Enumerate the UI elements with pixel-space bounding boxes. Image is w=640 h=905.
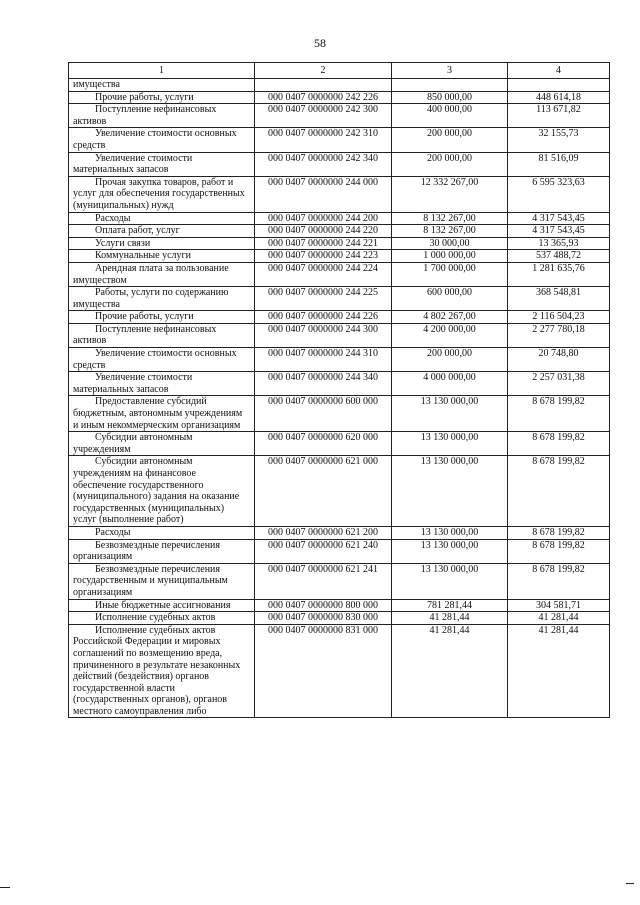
row-plan: 41 281,44 xyxy=(392,624,508,718)
row-name-text: Безвозмездные перечисления государственным и муниципальным организациям xyxy=(73,563,228,598)
row-fact: 32 155,73 xyxy=(508,128,610,152)
row-plan: 41 281,44 xyxy=(392,612,508,625)
row-name-text: Поступление нефинансовых активов xyxy=(73,323,217,347)
row-code: 000 0407 0000000 244 220 xyxy=(255,225,392,238)
row-code: 000 0407 0000000 244 340 xyxy=(255,372,392,396)
header-row xyxy=(69,63,610,79)
row-name xyxy=(69,287,255,311)
row-code: 000 0407 0000000 244 221 xyxy=(255,237,392,250)
edge-mark-right xyxy=(626,883,634,884)
row-name-text: Прочие работы, услуги xyxy=(95,91,194,103)
col-header-2: 2 xyxy=(255,63,392,79)
table-row xyxy=(69,348,610,372)
row-name-text: Прочие работы, услуги xyxy=(95,311,194,323)
row-name-text: Увеличение стоимости материальных запасов xyxy=(73,372,193,395)
row-code: 000 0407 0000000 242 340 xyxy=(255,152,392,176)
table-row xyxy=(69,91,610,104)
row-name xyxy=(69,311,255,324)
row-fact: 2 277 780,18 xyxy=(508,323,610,347)
row-name xyxy=(69,563,255,599)
row-plan: 400 000,00 xyxy=(392,104,508,128)
table-row xyxy=(69,212,610,225)
row-name-text: Расходы xyxy=(95,526,131,538)
row-code xyxy=(255,79,392,92)
row-name xyxy=(69,152,255,176)
budget-table xyxy=(68,62,610,718)
row-name-text: Иные бюджетные ассигнования xyxy=(95,599,231,611)
row-plan: 13 130 000,00 xyxy=(392,396,508,432)
row-code: 000 0407 0000000 244 224 xyxy=(255,262,392,286)
row-code: 000 0407 0000000 620 000 xyxy=(255,432,392,456)
row-plan: 8 132 267,00 xyxy=(392,212,508,225)
edge-mark-left xyxy=(0,887,10,888)
row-code: 000 0407 0000000 600 000 xyxy=(255,396,392,432)
row-name xyxy=(69,104,255,128)
row-plan: 4 802 267,00 xyxy=(392,311,508,324)
row-plan: 13 130 000,00 xyxy=(392,432,508,456)
row-name xyxy=(69,348,255,372)
row-name-text: Исполнение судебных актов Российской Федерации и мировых соглашений по возмещению вреда, причиненного в результате незаконных действий (бездействия) органов государственной власти (государственных органов), органов местного самоуправления либо xyxy=(73,624,241,717)
table-row xyxy=(69,79,610,92)
row-name-text: Субсидии автономным учреждениям на финансовое обеспечение государственного (муниципального) задания на оказание государственных (муниципальных) услуг (выполнение работ) xyxy=(73,456,240,526)
row-name-text: Работы, услуги по содержанию имущества xyxy=(73,287,229,310)
table-row xyxy=(69,372,610,396)
row-fact: 8 678 199,82 xyxy=(508,539,610,563)
row-plan: 1 700 000,00 xyxy=(392,262,508,286)
table-row xyxy=(69,237,610,250)
row-name xyxy=(69,396,255,432)
row-code: 000 0407 0000000 830 000 xyxy=(255,612,392,625)
row-fact: 304 581,71 xyxy=(508,599,610,612)
row-fact: 6 595 323,63 xyxy=(508,176,610,212)
row-fact: 4 317 543,45 xyxy=(508,225,610,238)
row-code: 000 0407 0000000 242 300 xyxy=(255,104,392,128)
row-name xyxy=(69,91,255,104)
row-plan: 200 000,00 xyxy=(392,152,508,176)
col-header-1: 1 xyxy=(69,63,255,79)
row-name-text: Увеличение стоимости материальных запасов xyxy=(73,152,193,176)
row-plan: 200 000,00 xyxy=(392,348,508,372)
row-fact: 2 116 504,23 xyxy=(508,311,610,324)
row-code: 000 0407 0000000 244 310 xyxy=(255,348,392,372)
row-name xyxy=(69,323,255,347)
row-name xyxy=(69,212,255,225)
row-plan: 4 200 000,00 xyxy=(392,323,508,347)
table-row xyxy=(69,128,610,152)
row-fact: 537 488,72 xyxy=(508,250,610,263)
row-fact: 1 281 635,76 xyxy=(508,262,610,286)
table-row xyxy=(69,563,610,599)
row-code: 000 0407 0000000 244 226 xyxy=(255,311,392,324)
table-row xyxy=(69,323,610,347)
row-fact: 8 678 199,82 xyxy=(508,456,610,527)
row-plan: 12 332 267,00 xyxy=(392,176,508,212)
table-row xyxy=(69,262,610,286)
page-number: 58 xyxy=(314,36,326,50)
row-fact: 41 281,44 xyxy=(508,612,610,625)
row-fact: 2 257 031,38 xyxy=(508,372,610,396)
row-name xyxy=(69,128,255,152)
row-code: 000 0407 0000000 621 240 xyxy=(255,539,392,563)
row-name xyxy=(69,432,255,456)
row-name-text: Увеличение стоимости основных средств xyxy=(73,348,237,371)
row-name-text: Услуги связи xyxy=(95,237,151,249)
row-code: 000 0407 0000000 244 223 xyxy=(255,250,392,263)
row-name xyxy=(69,225,255,238)
row-plan: 850 000,00 xyxy=(392,91,508,104)
row-name xyxy=(69,526,255,539)
row-plan: 30 000,00 xyxy=(392,237,508,250)
table-row xyxy=(69,612,610,625)
row-fact xyxy=(508,79,610,92)
row-name xyxy=(69,176,255,212)
row-fact: 20 748,80 xyxy=(508,348,610,372)
table-row xyxy=(69,176,610,212)
table-row xyxy=(69,624,610,718)
table-row xyxy=(69,250,610,263)
row-name xyxy=(69,250,255,263)
row-fact: 81 516,09 xyxy=(508,152,610,176)
row-code: 000 0407 0000000 242 226 xyxy=(255,91,392,104)
table-row xyxy=(69,432,610,456)
row-plan: 600 000,00 xyxy=(392,287,508,311)
table-row xyxy=(69,311,610,324)
col-header-4: 4 xyxy=(508,63,610,79)
row-name-text: Предоставление субсидий бюджетным, автономным учреждениям и иным некоммерческим организациям xyxy=(73,396,243,431)
row-plan: 13 130 000,00 xyxy=(392,456,508,527)
row-name xyxy=(69,79,255,92)
table-row xyxy=(69,396,610,432)
row-name-text: Безвозмездные перечисления организациям xyxy=(73,539,220,563)
row-name-text: Прочая закупка товаров, работ и услуг для обеспечения государственных (муниципальных) нужд xyxy=(73,176,245,211)
row-fact: 8 678 199,82 xyxy=(508,432,610,456)
row-code: 000 0407 0000000 621 200 xyxy=(255,526,392,539)
row-name xyxy=(69,612,255,625)
row-name-text: Арендная плата за пользование имуществом xyxy=(73,262,229,286)
row-code: 000 0407 0000000 831 000 xyxy=(255,624,392,718)
col-header-3: 3 xyxy=(392,63,508,79)
row-name xyxy=(69,237,255,250)
row-code: 000 0407 0000000 244 225 xyxy=(255,287,392,311)
row-plan: 13 130 000,00 xyxy=(392,539,508,563)
table-row xyxy=(69,152,610,176)
row-plan: 1 000 000,00 xyxy=(392,250,508,263)
row-fact: 4 317 543,45 xyxy=(508,212,610,225)
row-code: 000 0407 0000000 244 200 xyxy=(255,212,392,225)
row-name xyxy=(69,262,255,286)
table-row xyxy=(69,287,610,311)
row-name xyxy=(69,539,255,563)
table-row xyxy=(69,599,610,612)
row-code: 000 0407 0000000 244 000 xyxy=(255,176,392,212)
row-name xyxy=(69,624,255,718)
row-fact: 368 548,81 xyxy=(508,287,610,311)
row-fact: 13 365,93 xyxy=(508,237,610,250)
row-name-text: Исполнение судебных актов xyxy=(95,612,216,624)
row-fact: 8 678 199,82 xyxy=(508,563,610,599)
row-code: 000 0407 0000000 621 241 xyxy=(255,563,392,599)
row-plan: 8 132 267,00 xyxy=(392,225,508,238)
table-row xyxy=(69,456,610,527)
table-row xyxy=(69,104,610,128)
row-code: 000 0407 0000000 800 000 xyxy=(255,599,392,612)
row-plan xyxy=(392,79,508,92)
row-fact: 8 678 199,82 xyxy=(508,396,610,432)
row-name xyxy=(69,599,255,612)
row-name-text: имущества xyxy=(73,79,120,90)
row-code: 000 0407 0000000 621 000 xyxy=(255,456,392,527)
row-name xyxy=(69,372,255,396)
row-name-text: Оплата работ, услуг xyxy=(95,225,180,237)
row-name-text: Расходы xyxy=(95,212,131,224)
row-fact: 113 671,82 xyxy=(508,104,610,128)
row-plan: 781 281,44 xyxy=(392,599,508,612)
row-fact: 8 678 199,82 xyxy=(508,526,610,539)
row-name-text: Субсидии автономным учреждениям xyxy=(73,432,193,455)
table-row xyxy=(69,539,610,563)
row-name-text: Коммунальные услуги xyxy=(95,250,191,262)
row-plan: 200 000,00 xyxy=(392,128,508,152)
row-fact: 448 614,18 xyxy=(508,91,610,104)
table-row xyxy=(69,526,610,539)
row-name-text: Увеличение стоимости основных средств xyxy=(73,128,237,151)
row-name xyxy=(69,456,255,527)
row-code: 000 0407 0000000 242 310 xyxy=(255,128,392,152)
table-row xyxy=(69,225,610,238)
row-plan: 4 000 000,00 xyxy=(392,372,508,396)
row-fact: 41 281,44 xyxy=(508,624,610,718)
row-name-text: Поступление нефинансовых активов xyxy=(73,104,217,127)
row-plan: 13 130 000,00 xyxy=(392,563,508,599)
row-code: 000 0407 0000000 244 300 xyxy=(255,323,392,347)
row-plan: 13 130 000,00 xyxy=(392,526,508,539)
